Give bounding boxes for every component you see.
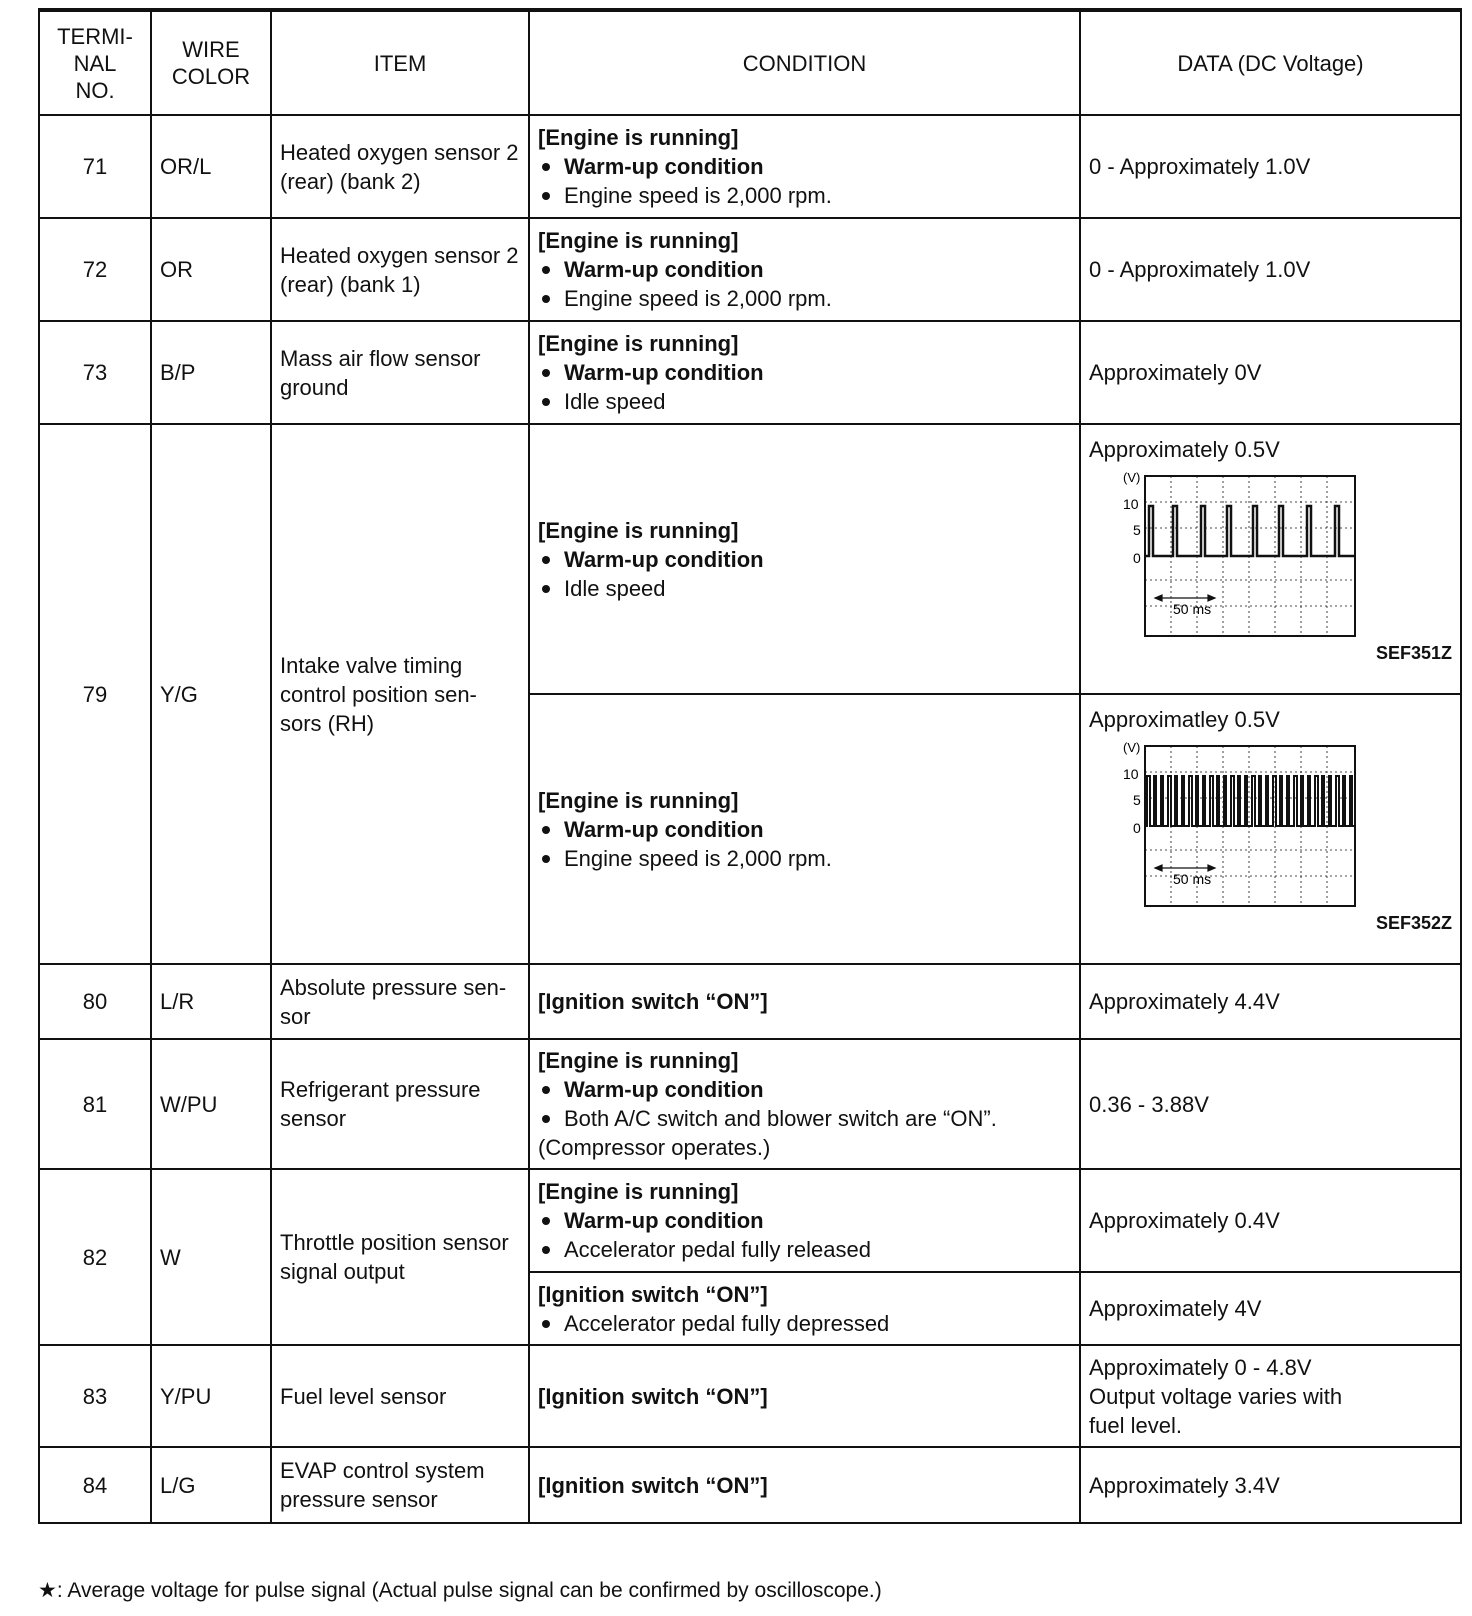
condition-bullet: Warm-up condition	[538, 1206, 1071, 1235]
data-value: 0 - Approximately 1.0V	[1080, 115, 1461, 218]
condition-bullet: Accelerator pedal fully released	[538, 1235, 1071, 1264]
terminal-table	[38, 8, 1462, 1524]
scope-y10-label: 10	[1123, 496, 1139, 512]
data-value: Approximately 3.4V	[1080, 1447, 1461, 1523]
condition-bullet: Warm-up condition	[538, 152, 1071, 181]
terminal-data-sheet	[38, 8, 1460, 1524]
condition-bullet: Idle speed	[538, 574, 1071, 603]
figure-id: SEF352Z	[1375, 913, 1452, 933]
table-row	[39, 218, 1461, 321]
data-value: Approximately 0V	[1080, 321, 1461, 424]
condition	[529, 115, 1080, 218]
scope-y10-label: 10	[1123, 766, 1139, 782]
condition-heading: [Engine is running]	[538, 228, 739, 253]
scope-y5-label: 5	[1133, 522, 1141, 538]
figure-id: SEF351Z	[1375, 643, 1452, 663]
condition-bullet: Idle speed	[538, 387, 1071, 416]
condition-heading: [Ignition switch “ON”]	[538, 989, 768, 1014]
item: Throttle position sensor signal output	[271, 1169, 529, 1345]
footnote: ★: Average voltage for pulse signal (Actual pulse signal can be confirmed by oscilloscope.)	[38, 1579, 882, 1602]
condition	[529, 1272, 1080, 1345]
condition	[529, 694, 1080, 964]
condition-bullet: Accelerator pedal fully depressed	[538, 1309, 1071, 1338]
scope-y0-label: 0	[1133, 550, 1141, 566]
data-value: Approximately 4V	[1080, 1272, 1461, 1345]
scope-y0-label: 0	[1133, 820, 1141, 836]
table-row	[39, 1345, 1461, 1447]
terminal-no: 71	[39, 115, 151, 218]
wire-color: OR	[151, 218, 271, 321]
item: Heated oxygen sensor 2 (rear) (bank 1)	[271, 218, 529, 321]
data-value: Approximately 0 - 4.8V Output voltage varies with fuel level.	[1080, 1345, 1461, 1447]
item: EVAP control system pressure sensor	[271, 1447, 529, 1523]
header-condition: CONDITION	[529, 10, 1080, 115]
terminal-no: 73	[39, 321, 151, 424]
header-data: DATA (DC Voltage)	[1080, 10, 1461, 115]
table-row	[39, 1447, 1461, 1523]
terminal-no: 80	[39, 964, 151, 1039]
wire-color: L/G	[151, 1447, 271, 1523]
condition	[529, 424, 1080, 694]
condition-bullet: Warm-up condition	[538, 255, 1071, 284]
header-terminal: TERMI- NAL NO.	[39, 10, 151, 115]
condition	[529, 321, 1080, 424]
terminal-no: 84	[39, 1447, 151, 1523]
scope-y5-label: 5	[1133, 792, 1141, 808]
item: Mass air flow sensor ground	[271, 321, 529, 424]
header-row	[39, 10, 1461, 115]
condition-bullet: Warm-up condition	[538, 1075, 1071, 1104]
data-value: Approximately 4.4V	[1080, 964, 1461, 1039]
condition-bullet: Engine speed is 2,000 rpm.	[538, 844, 1071, 873]
header-item: ITEM	[271, 10, 529, 115]
condition	[529, 964, 1080, 1039]
data-value: Approximately 0.4V	[1080, 1169, 1461, 1272]
item: Refrigerant pressure sensor	[271, 1039, 529, 1169]
header-wire-color: WIRE COLOR	[151, 10, 271, 115]
item: Heated oxygen sensor 2 (rear) (bank 2)	[271, 115, 529, 218]
data-text: Approximatley 0.5V	[1089, 707, 1280, 732]
condition-bullet: Engine speed is 2,000 rpm.	[538, 284, 1071, 313]
wire-color: OR/L	[151, 115, 271, 218]
data-value: 0.36 - 3.88V	[1080, 1039, 1461, 1169]
table-row	[39, 964, 1461, 1039]
condition-heading: [Ignition switch “ON”]	[538, 1281, 768, 1307]
scope-unit-label: (V)	[1123, 470, 1141, 485]
wire-color: W	[151, 1169, 271, 1345]
condition	[529, 218, 1080, 321]
wire-color: Y/PU	[151, 1345, 271, 1447]
item: Intake valve timing control position sen- sors (RH)	[271, 424, 529, 964]
condition-heading: [Engine is running]	[538, 125, 739, 150]
condition-heading: [Ignition switch “ON”]	[538, 1383, 768, 1409]
condition-bullet: Warm-up condition	[538, 358, 1071, 387]
terminal-no: 72	[39, 218, 151, 321]
scope-time-label: 50 ms	[1173, 601, 1212, 617]
wire-color: Y/G	[151, 424, 271, 964]
table-row	[39, 321, 1461, 424]
table-row	[39, 1039, 1461, 1169]
item: Fuel level sensor	[271, 1345, 529, 1447]
condition	[529, 1169, 1080, 1272]
data-value	[1080, 694, 1461, 964]
condition-bullet: Both A/C switch and blower switch are “ON”.	[538, 1104, 1071, 1133]
oscilloscope-idle-waveform	[1089, 470, 1453, 640]
scope-trace	[1145, 776, 1355, 826]
terminal-no: 83	[39, 1345, 151, 1447]
wire-color: W/PU	[151, 1039, 271, 1169]
condition-heading: [Engine is running]	[538, 517, 739, 543]
condition-heading: [Engine is running]	[538, 1048, 739, 1073]
scope-time-label: 50 ms	[1173, 871, 1212, 887]
condition-bullet: Warm-up condition	[538, 545, 1071, 574]
condition	[529, 1447, 1080, 1523]
condition	[529, 1039, 1080, 1169]
wire-color: L/R	[151, 964, 271, 1039]
data-text: Approximately 0.5V	[1089, 437, 1280, 462]
table-row	[39, 1169, 1461, 1272]
table-row	[39, 424, 1461, 694]
table-row	[39, 115, 1461, 218]
data-value	[1080, 424, 1461, 694]
condition-heading: [Ignition switch “ON”]	[538, 1472, 768, 1498]
condition-heading: [Engine is running]	[538, 331, 739, 356]
scope-unit-label: (V)	[1123, 740, 1141, 755]
terminal-no: 81	[39, 1039, 151, 1169]
wire-color: B/P	[151, 321, 271, 424]
terminal-no: 82	[39, 1169, 151, 1345]
data-value: 0 - Approximately 1.0V	[1080, 218, 1461, 321]
condition-bullet: Engine speed is 2,000 rpm.	[538, 181, 1071, 210]
oscilloscope-2000rpm-waveform	[1089, 740, 1453, 910]
condition-heading: [Engine is running]	[538, 787, 739, 813]
scope-trace	[1145, 506, 1355, 556]
terminal-no: 79	[39, 424, 151, 964]
condition	[529, 1345, 1080, 1447]
condition-note: (Compressor operates.)	[538, 1135, 771, 1160]
condition-bullet: Warm-up condition	[538, 815, 1071, 844]
condition-heading: [Engine is running]	[538, 1179, 739, 1204]
item: Absolute pressure sen- sor	[271, 964, 529, 1039]
